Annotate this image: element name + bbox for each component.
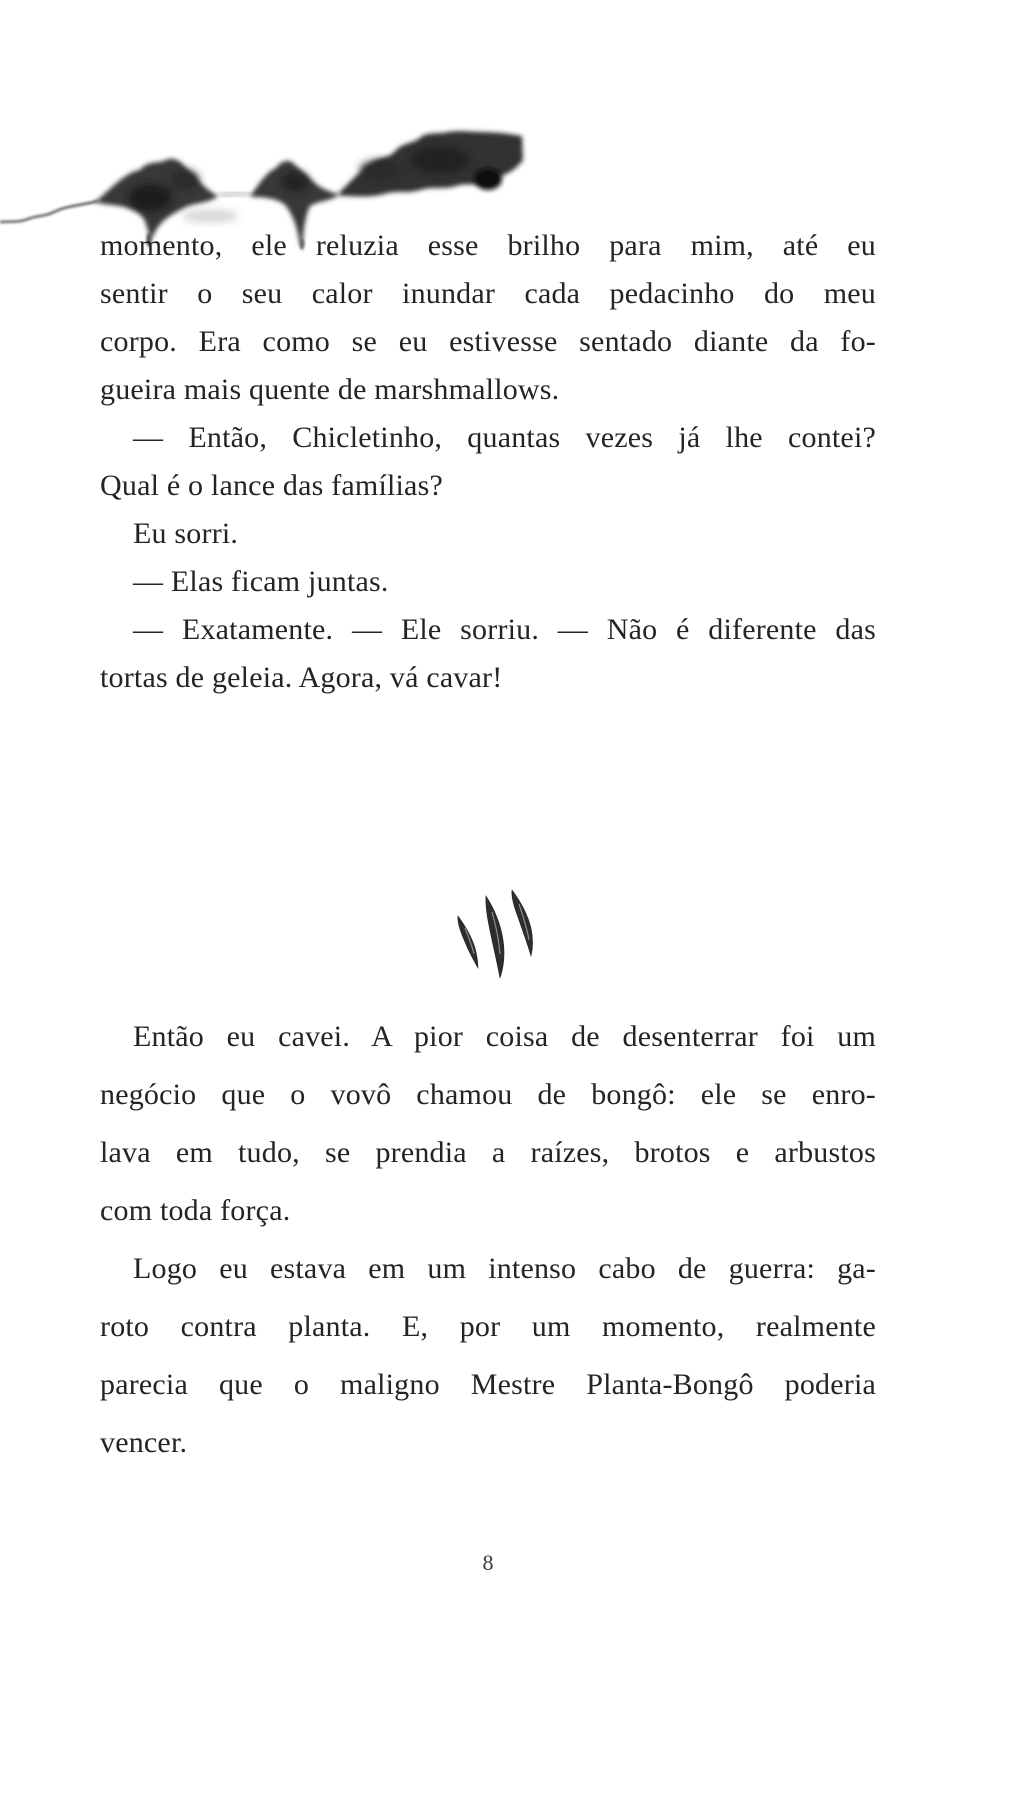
- text-line: com toda força.: [100, 1194, 291, 1227]
- ink-wisp: [218, 193, 252, 196]
- text-line: — Exatamente. — Ele sorriu. — Não é diferente das: [133, 613, 876, 646]
- ink-core: [128, 184, 172, 212]
- text-line: — Então, Chicletinho, quantas vezes já lhe contei?: [133, 421, 876, 454]
- text-line: tortas de geleia. Agora, vá cavar!: [100, 661, 503, 694]
- claw-scratch-left: [458, 916, 478, 968]
- torn-edge-line: [0, 201, 98, 222]
- text-line: corpo. Era como se eu estivesse sentado diante da fo-: [100, 325, 876, 358]
- text-line: vencer.: [100, 1426, 188, 1459]
- text-block-top: [100, 222, 876, 702]
- text-line: parecia que o maligno Mestre Planta-Bongô poderia: [100, 1368, 876, 1401]
- text-line: momento, ele reluzia esse brilho para mim, até eu: [100, 229, 876, 262]
- ink-core: [281, 172, 309, 192]
- text-line: Então eu cavei. A pior coisa de desenterrar foi um: [133, 1020, 876, 1053]
- ink-dot: [474, 168, 502, 190]
- text-line: lava em tudo, se prendia a raízes, brotos e arbustos: [100, 1136, 876, 1169]
- ink-core: [171, 170, 199, 190]
- page-number: 8: [482, 1550, 494, 1575]
- ink-core: [360, 160, 400, 180]
- claw-scratch-middle: [486, 896, 504, 978]
- text-line: — Elas ficam juntas.: [133, 565, 389, 598]
- text-line: sentir o seu calor inundar cada pedacinho do meu: [100, 277, 876, 310]
- claw-marks-scene-break: [444, 888, 544, 983]
- text-line: Qual é o lance das famílias?: [100, 469, 443, 502]
- ink-wisp: [182, 209, 238, 223]
- text-line: negócio que o vovô chamou de bongô: ele se enro-: [100, 1078, 876, 1111]
- ink-core: [410, 146, 470, 174]
- text-line: gueira mais quente de marshmallows.: [100, 373, 560, 406]
- text-block-bottom: [100, 1008, 876, 1472]
- text-line: roto contra planta. E, por um momento, realmente: [100, 1310, 876, 1343]
- claw-scratch-right: [512, 890, 533, 956]
- text-line: Logo eu estava em um intenso cabo de guerra: ga-: [133, 1252, 876, 1285]
- text-line: Eu sorri.: [133, 517, 239, 550]
